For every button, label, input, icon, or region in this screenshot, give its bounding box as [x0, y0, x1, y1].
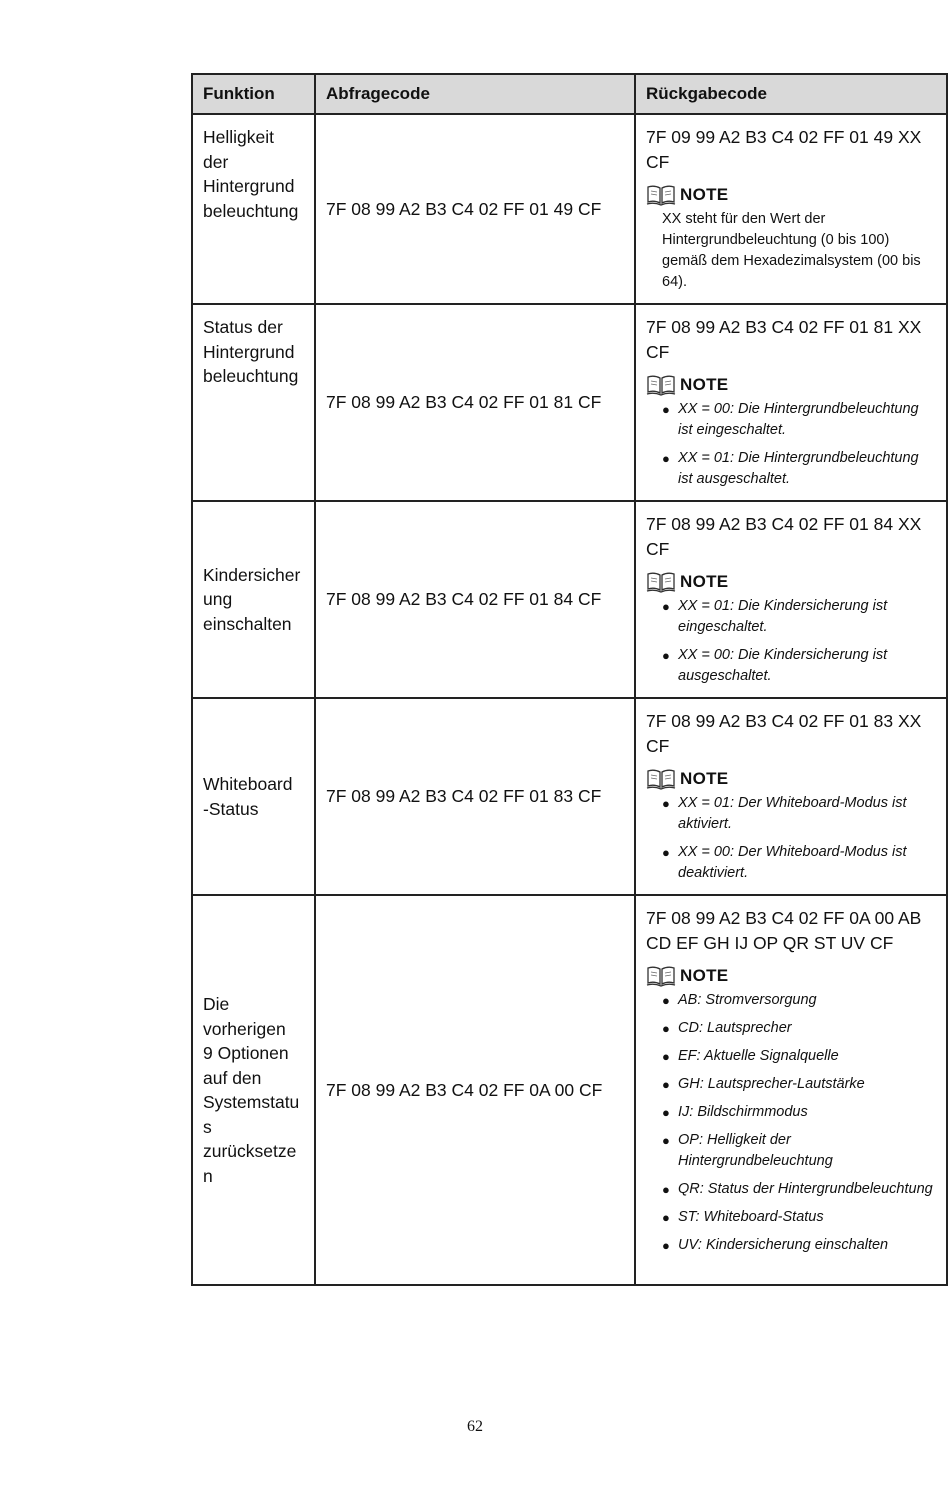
table-row [192, 114, 947, 304]
bullet-icon: ● [662, 1105, 670, 1120]
rueckgabecode-text: 7F 08 99 A2 B3 C4 02 FF 0A 00 AB CD EF GH IJ OP QR ST UV CF [646, 908, 922, 953]
page-number: 62 [467, 1418, 483, 1435]
header-rueckgabecode: Rückgabecode [635, 74, 947, 114]
book-icon [646, 184, 676, 206]
list-item [646, 1046, 936, 1067]
cell-funktion [192, 304, 315, 501]
note-bullet-list [646, 399, 936, 490]
bullet-text: GH: Lautsprecher-Lautstärke [678, 1076, 865, 1092]
bullet-text: QR: Status der Hintergrundbeleuchtung [678, 1181, 933, 1197]
note-bullet-list [646, 596, 936, 687]
funktion-text: Helligkeit der Hintergrund beleuchtung [203, 127, 299, 221]
cell-funktion [192, 114, 315, 304]
cell-rueckgabecode [635, 895, 947, 1285]
bullet-text: OP: Helligkeit der Hintergrundbeleuchtung [678, 1132, 833, 1169]
cell-rueckgabecode [635, 501, 947, 698]
bullet-text: UV: Kindersicherung einschalten [678, 1237, 889, 1253]
abfragecode-text: 7F 08 99 A2 B3 C4 02 FF 01 49 CF [326, 198, 602, 219]
abfragecode-text: 7F 08 99 A2 B3 C4 02 FF 0A 00 CF [326, 1079, 603, 1100]
bullet-icon: ● [662, 599, 670, 614]
book-icon [646, 768, 676, 790]
header-funktion: Funktion [192, 74, 315, 114]
command-table [191, 73, 948, 1286]
note-label: NOTE [680, 185, 729, 204]
list-item [646, 793, 936, 835]
cell-abfragecode [315, 114, 635, 304]
list-item [646, 1074, 936, 1095]
abfragecode-text: 7F 08 99 A2 B3 C4 02 FF 01 81 CF [326, 392, 602, 412]
bullet-icon: ● [662, 1049, 670, 1064]
bullet-icon: ● [662, 993, 670, 1008]
list-item [646, 448, 936, 490]
book-icon [646, 374, 676, 396]
cell-rueckgabecode [635, 698, 947, 895]
note-header [646, 570, 936, 594]
bullet-icon: ● [662, 1133, 670, 1148]
bullet-text: XX = 01: Die Hintergrundbeleuchtung ist ausgeschaltet. [678, 450, 919, 487]
bullet-icon: ● [662, 1182, 670, 1197]
bullet-text: ST: Whiteboard-Status [678, 1209, 824, 1225]
bullet-text: AB: Stromversorgung [678, 992, 817, 1008]
book-icon [646, 571, 676, 593]
list-item [646, 1235, 936, 1256]
funktion-text: Die vorherigen 9 Optionen auf den Systemstatu s zurücksetze n [203, 994, 300, 1186]
funktion-text: Status der Hintergrund beleuchtung [203, 317, 299, 386]
bullet-text: EF: Aktuelle Signalquelle [678, 1048, 839, 1064]
list-item [646, 842, 936, 884]
bullet-text: IJ: Bildschirmmodus [678, 1104, 808, 1120]
abfragecode-text: 7F 08 99 A2 B3 C4 02 FF 01 84 CF [326, 589, 602, 609]
bullet-icon: ● [662, 648, 670, 663]
table-header-row [192, 74, 947, 114]
cell-rueckgabecode [635, 114, 947, 304]
book-icon [646, 965, 676, 987]
bullet-text: CD: Lautsprecher [678, 1020, 792, 1036]
bullet-text: XX = 00: Der Whiteboard-Modus ist deaktiviert. [678, 844, 907, 881]
header-abfragecode: Abfragecode [315, 74, 635, 114]
cell-rueckgabecode [635, 304, 947, 501]
list-item [646, 1179, 936, 1200]
funktion-text: Kindersicher ung einschalten [203, 564, 301, 634]
cell-abfragecode [315, 501, 635, 698]
list-item [646, 596, 936, 638]
cell-abfragecode [315, 304, 635, 501]
bullet-text: XX = 00: Die Kindersicherung ist ausgeschaltet. [678, 647, 888, 684]
cell-abfragecode [315, 698, 635, 895]
note-header [646, 964, 936, 988]
bullet-icon: ● [662, 845, 670, 860]
bullet-text: XX = 00: Die Hintergrundbeleuchtung ist eingeschaltet. [678, 401, 919, 438]
list-item [646, 1130, 936, 1172]
rueckgabecode-text: 7F 08 99 A2 B3 C4 02 FF 01 83 XX CF [646, 711, 922, 756]
note-text: XX steht für den Wert der Hintergrundbeleuchtung (0 bis 100) gemäß dem Hexadezimalsystem (00 bis 64). [662, 211, 921, 290]
cell-funktion [192, 501, 315, 698]
note-header [646, 373, 936, 397]
bullet-text: XX = 01: Der Whiteboard-Modus ist aktiviert. [678, 795, 907, 832]
bullet-text: XX = 01: Die Kindersicherung ist eingeschaltet. [678, 598, 888, 635]
cell-funktion [192, 895, 315, 1285]
note-bullet-list [646, 793, 936, 884]
note-label: NOTE [680, 572, 729, 591]
bullet-icon: ● [662, 1077, 670, 1092]
table-row [192, 698, 947, 895]
note-label: NOTE [680, 966, 729, 985]
rueckgabecode-text: 7F 08 99 A2 B3 C4 02 FF 01 84 XX CF [646, 514, 922, 559]
funktion-text: Whiteboard -Status [203, 774, 293, 819]
bullet-icon: ● [662, 1238, 670, 1253]
table-row [192, 501, 947, 698]
bullet-icon: ● [662, 451, 670, 466]
note-header [646, 767, 936, 791]
bullet-icon: ● [662, 1021, 670, 1036]
table-row [192, 895, 947, 1285]
note-label: NOTE [680, 769, 729, 788]
note-bullet-list [646, 990, 936, 1256]
bullet-icon: ● [662, 796, 670, 811]
list-item [646, 399, 936, 441]
list-item [646, 990, 936, 1011]
list-item [646, 1102, 936, 1123]
rueckgabecode-text: 7F 09 99 A2 B3 C4 02 FF 01 49 XX CF [646, 127, 922, 172]
abfragecode-text: 7F 08 99 A2 B3 C4 02 FF 01 83 CF [326, 786, 602, 806]
cell-abfragecode [315, 895, 635, 1285]
list-item [646, 1207, 936, 1228]
cell-funktion [192, 698, 315, 895]
table-row [192, 304, 947, 501]
rueckgabecode-text: 7F 08 99 A2 B3 C4 02 FF 01 81 XX CF [646, 317, 922, 362]
bullet-icon: ● [662, 1210, 670, 1225]
bullet-icon: ● [662, 402, 670, 417]
list-item [646, 645, 936, 687]
list-item [646, 1018, 936, 1039]
note-header [646, 183, 936, 207]
note-label: NOTE [680, 375, 729, 394]
